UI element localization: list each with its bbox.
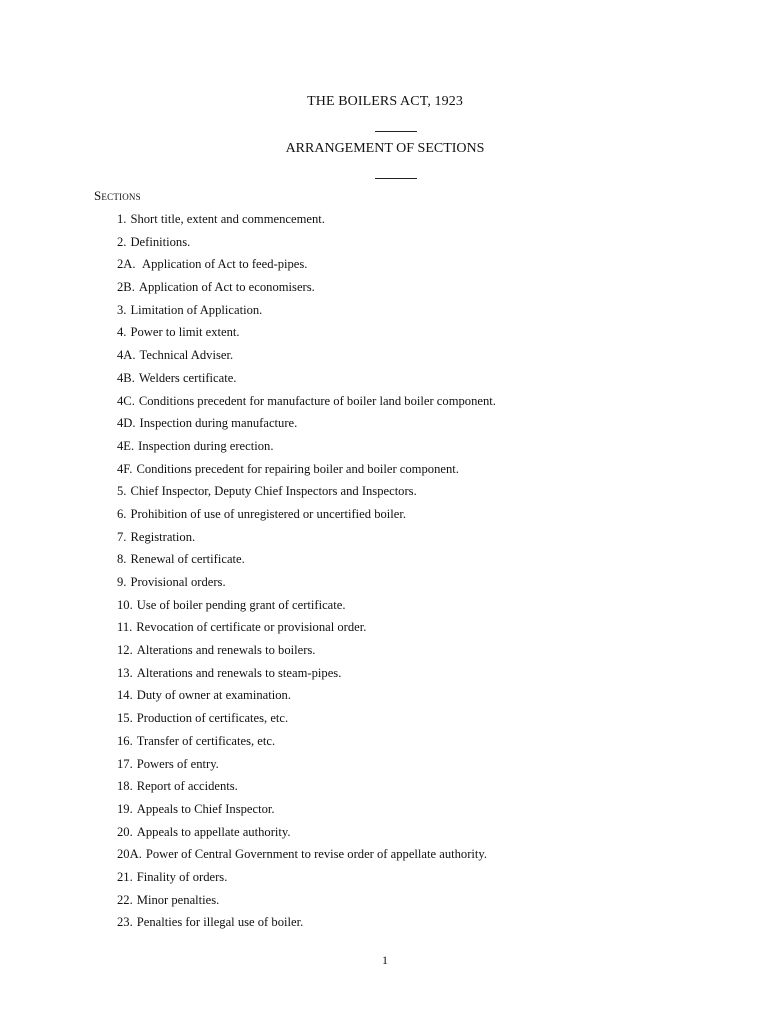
section-number: 23. [117,915,133,930]
section-number: 2A. [117,257,136,272]
section-title: Definitions. [130,234,191,249]
section-item [117,731,496,754]
section-title: Renewal of certificate. [130,552,245,567]
section-number: 4E. [117,438,135,453]
section-title: Chief Inspector, Deputy Chief Inspectors and Inspectors. [130,484,417,499]
section-number: 16. [117,733,133,748]
section-number: 4A. [117,348,136,363]
section-number: 22. [117,892,133,907]
section-number: 1. [117,212,127,226]
section-title: Prohibition of use of unregistered or uncertified boiler. [130,506,407,521]
section-number: 9. [117,575,127,589]
section-title: Conditions precedent for manufacture of boiler land boiler component. [138,393,496,408]
section-item [117,617,496,640]
section-title: Alterations and renewals to steam-pipes. [136,665,342,680]
sections-list [117,209,496,935]
section-title: Limitation of Application. [130,302,263,317]
section-title: Use of boiler pending grant of certificate. [136,597,346,612]
section-item [117,867,496,890]
section-title: Short title, extent and commencement. [130,212,325,226]
section-number: 4B. [117,370,135,385]
section-number: 20A. [117,847,142,862]
section-item [117,459,496,482]
section-item [117,776,496,799]
section-number: 6. [117,506,127,521]
section-number: 3. [117,302,127,317]
section-item [117,232,496,255]
section-title: Registration. [130,529,196,544]
section-item [117,549,496,572]
subtitle-divider [375,178,417,179]
section-title: Production of certificates, etc. [136,711,289,726]
section-title: Application of Act to economisers. [138,280,315,295]
section-title: Appeals to appellate authority. [136,824,291,839]
section-item [117,345,496,368]
section-title: Penalties for illegal use of boiler. [136,915,304,930]
section-number: 4. [117,325,127,340]
section-title: Appeals to Chief Inspector. [136,801,275,816]
section-item [117,822,496,845]
section-number: 15. [117,711,133,726]
section-item [117,527,496,550]
section-number: 20. [117,824,133,839]
document-subtitle: ARRANGEMENT OF SECTIONS [285,141,485,156]
section-title: Welders certificate. [138,370,237,385]
section-item [117,708,496,731]
section-title: Conditions precedent for repairing boiler and boiler component. [136,461,459,476]
section-item [117,209,496,232]
section-title: Alterations and renewals to boilers. [136,643,316,658]
section-number: 2. [117,234,127,249]
section-number: 5. [117,484,127,499]
section-item [117,391,496,414]
section-item [117,640,496,663]
section-title: Report of accidents. [136,779,238,794]
section-number: 18. [117,779,133,794]
section-number: 14. [117,688,133,703]
section-number: 4D. [117,416,136,431]
document-title: THE BOILERS ACT, 1923 [307,94,463,109]
section-title: Revocation of certificate or provisional order. [136,620,367,635]
section-number: 21. [117,869,133,884]
section-item [117,436,496,459]
section-item [117,663,496,686]
section-item [117,890,496,913]
section-number: 13. [117,665,133,680]
section-item [117,799,496,822]
section-item [117,481,496,504]
section-number: 8. [117,552,127,567]
section-number: 10. [117,597,133,612]
section-number: 19. [117,801,133,816]
section-title: Powers of entry. [136,756,219,771]
section-item [117,504,496,527]
section-item [117,595,496,618]
section-item [117,368,496,391]
section-title: Finality of orders. [136,869,228,884]
section-item [117,254,496,277]
section-number: 12. [117,643,133,658]
section-item [117,300,496,323]
section-title: Power to limit extent. [130,325,240,340]
section-title: Transfer of certificates, etc. [136,733,276,748]
section-number: 4C. [117,393,135,408]
section-item [117,912,496,935]
section-item [117,413,496,436]
section-number: 11. [117,620,133,635]
section-title: Minor penalties. [136,892,220,907]
section-title: Inspection during erection. [138,438,274,453]
section-number: 17. [117,756,133,771]
section-item [117,754,496,777]
section-item [117,685,496,708]
section-item [117,322,496,345]
section-title: Power of Central Government to revise order of appellate authority. [145,847,488,862]
section-number: 2B. [117,280,135,295]
section-item [117,277,496,300]
section-title: Duty of owner at examination. [136,688,291,703]
section-title: Application of Act to feed-pipes. [139,257,308,272]
page-number: 1 [382,953,388,967]
sections-label: Sections [94,188,141,203]
section-number: 4F. [117,461,133,476]
section-title: Inspection during manufacture. [139,416,298,431]
section-item [117,572,496,595]
section-title: Provisional orders. [130,575,226,589]
section-number: 7. [117,529,127,544]
section-item [117,844,496,867]
title-divider [375,131,417,132]
section-title: Technical Adviser. [139,348,234,363]
